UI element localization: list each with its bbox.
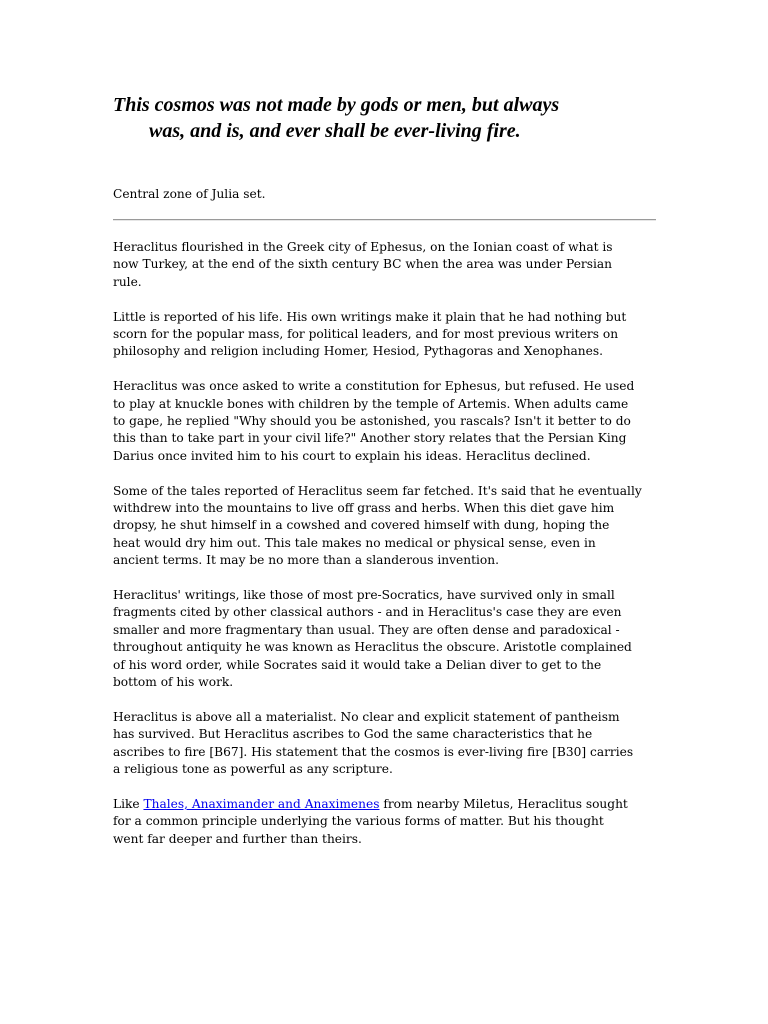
- paragraph-line: for a common principle underlying the various forms of matter. But his thought: [113, 814, 604, 829]
- paragraph-line: smaller and more fragmentary than usual. They are often dense and paradoxical -: [113, 622, 620, 637]
- paragraph-miletus: [113, 796, 658, 848]
- paragraph-writings: [113, 587, 658, 691]
- paragraph-line: now Turkey, at the end of the sixth century BC when the area was under Persian: [113, 257, 613, 272]
- document-page: [113, 92, 658, 848]
- quote-line-1: This cosmos was not made by gods or men, but always: [113, 94, 560, 116]
- paragraph-line: ascribes to fire [B67]. His statement that the cosmos is ever-living fire [B30] carries: [113, 744, 634, 759]
- paragraph-line: throughout antiquity he was known as Heraclitus the obscure. Aristotle complained: [113, 640, 632, 655]
- paragraph-line: Heraclitus was once asked to write a constitution for Ephesus, but refused. He used: [113, 379, 635, 394]
- paragraph-line: Some of the tales reported of Heraclitus seem far fetched. It's said that he eventually: [113, 483, 642, 498]
- paragraph-line: heat would dry him out. This tale makes no medical or physical sense, even in: [113, 535, 596, 550]
- heraclitus-quote: [113, 92, 658, 144]
- paragraph-line: bottom of his work.: [113, 675, 234, 690]
- paragraph-line: Darius once invited him to his court to explain his ideas. Heraclitus declined.: [113, 448, 591, 463]
- paragraph-line: this than to take part in your civil life?" Another story relates that the Persian King: [113, 431, 627, 446]
- milesian-philosophers-link[interactable]: Thales, Anaximander and Anaximenes: [143, 796, 380, 811]
- article-body: [113, 239, 658, 848]
- paragraph-line: to gape, he replied "Why should you be astonished, you rascals? Isn't it better to do: [113, 414, 631, 429]
- paragraph-line: scorn for the popular mass, for political leaders, and for most previous writers on: [113, 327, 619, 342]
- paragraph-line: withdrew into the mountains to live off grass and herbs. When this diet gave him: [113, 501, 615, 516]
- link-prefix-text: Like: [113, 796, 144, 811]
- paragraph-line: went far deeper and further than theirs.: [113, 831, 362, 846]
- quote-line-2: was, and is, and ever shall be ever-living fire.: [149, 120, 521, 142]
- paragraph-line: has survived. But Heraclitus ascribes to God the same characteristics that he: [113, 727, 593, 742]
- horizontal-divider: [113, 219, 656, 221]
- paragraph-constitution: [113, 378, 658, 465]
- paragraph-line: Heraclitus' writings, like those of most pre-Socratics, have survived only in small: [113, 588, 615, 603]
- paragraph-line: ancient terms. It may be no more than a slanderous invention.: [113, 553, 499, 568]
- paragraph-line: a religious tone as powerful as any scripture.: [113, 762, 393, 777]
- paragraph-life: [113, 309, 658, 361]
- paragraph-line: Heraclitus flourished in the Greek city of Ephesus, on the Ionian coast of what is: [113, 240, 613, 254]
- paragraph-line: fragments cited by other classical authors - and in Heraclitus's case they are even: [113, 605, 622, 620]
- paragraph-line: to play at knuckle bones with children by the temple of Artemis. When adults came: [113, 396, 629, 411]
- paragraph-line: rule.: [113, 274, 142, 289]
- paragraph-line: Little is reported of his life. His own writings make it plain that he had nothing but: [113, 309, 627, 324]
- paragraph-line: philosophy and religion including Homer, Hesiod, Pythagoras and Xenophanes.: [113, 344, 603, 359]
- paragraph-tales: [113, 483, 658, 570]
- image-caption: Central zone of Julia set.: [113, 187, 266, 201]
- paragraph-line: Heraclitus is above all a materialist. No clear and explicit statement of pantheism: [113, 709, 620, 724]
- paragraph-line-with-link: [113, 796, 658, 813]
- paragraph-line: of his word order, while Socrates said it would take a Delian diver to get to the: [113, 657, 602, 672]
- paragraph-ephesus: [113, 239, 658, 291]
- paragraph-materialist: [113, 709, 658, 779]
- paragraph-line: dropsy, he shut himself in a cowshed and covered himself with dung, hoping the: [113, 518, 610, 533]
- link-suffix-text: from nearby Miletus, Heraclitus sought: [379, 796, 628, 811]
